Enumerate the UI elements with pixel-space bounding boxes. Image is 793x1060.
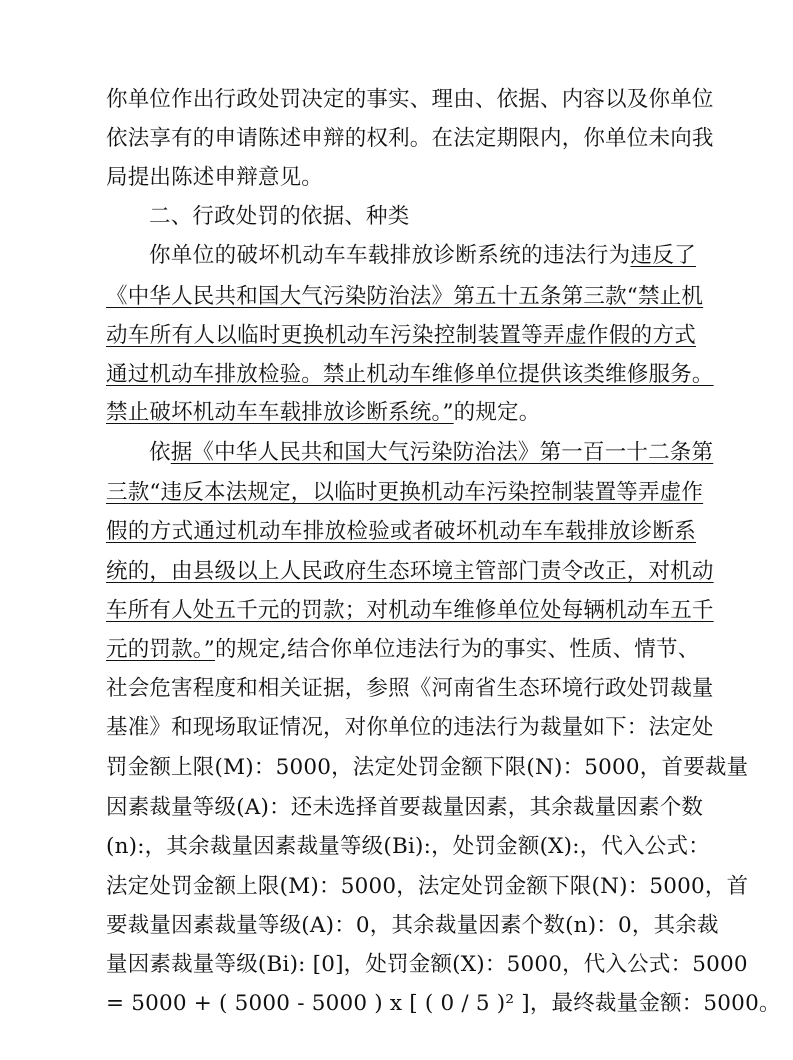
text-line	[106, 630, 700, 670]
text-segment: 要裁量因素裁量等级(A)：0，其余裁量因素个数(n)：0，其余裁	[106, 913, 719, 938]
text-line	[106, 277, 704, 317]
text-segment: 你单位作出行政处罚决定的事实、理由、依据、内容以及你单位	[106, 87, 714, 112]
underlined-text: 据《中华人民共和国大气污染防治法》第一百一十二条第	[170, 440, 714, 465]
text-line	[106, 867, 749, 907]
text-line	[106, 945, 748, 985]
text-line	[106, 473, 704, 513]
text-segment: (n):，其余裁量因素裁量等级(Bi):，处罚金额(X):，代入公式：	[106, 834, 710, 859]
underlined-text: 动车所有人以临时更换机动车污染控制装置等弄虚作假的方式	[106, 323, 696, 348]
text-line	[106, 906, 719, 946]
text-line	[106, 591, 714, 631]
underlined-text: 《中华人民共和国大气污染防治法》第五十五条第三款“禁止机	[106, 284, 704, 309]
text-segment: 的规定。	[453, 400, 541, 425]
text-line	[106, 827, 710, 867]
underlined-text: 车所有人处五千元的罚款；对机动车维修单位处每辆机动车五千	[106, 598, 714, 623]
underlined-text: 违反了	[630, 243, 696, 268]
section-heading	[149, 197, 696, 237]
text-line	[106, 158, 696, 198]
underlined-text: 禁止破坏机动车车载排放诊断系统。”	[106, 400, 454, 425]
text-line	[149, 236, 696, 276]
text-line	[106, 669, 714, 709]
text-segment: 二、行政处罚的依据、种类	[149, 204, 410, 229]
underlined-text: 元的罚款。”	[106, 637, 215, 662]
underlined-text: 通过机动车排放检验。禁止机动车维修单位提供该类维修服务。	[106, 362, 714, 387]
text-line	[106, 552, 714, 592]
text-segment: 量因素裁量等级(Bi): [0]，处罚金额(X)：5000，代入公式：5000	[106, 952, 748, 977]
text-segment: 依	[149, 440, 171, 465]
text-segment: 罚金额上限(M)：5000，法定处罚金额下限(N)：5000，首要裁量	[106, 755, 749, 780]
text-segment: = 5000 + ( 5000 - 5000 ) x [ ( 0 / 5 )² ]，最终裁量金额：5000。	[106, 991, 781, 1016]
text-segment: 法定处罚金额上限(M)：5000，法定处罚金额下限(N)：5000，首	[106, 874, 749, 899]
text-line	[106, 355, 714, 395]
text-line	[106, 788, 704, 828]
text-line	[149, 433, 714, 473]
underlined-text: 三款“违反本法规定，以临时更换机动车污染控制装置等弄虚作	[106, 480, 704, 505]
text-segment: 社会危害程度和相关证据，参照《河南省生态环境行政处罚裁量	[106, 676, 714, 701]
text-line	[106, 748, 749, 788]
text-line	[106, 80, 714, 120]
text-segment: 因素裁量等级(A)：还未选择首要裁量因素，其余裁量因素个数	[106, 795, 704, 820]
text-line	[106, 316, 696, 356]
text-segment: 你单位的破坏机动车车载排放诊断系统的违法行为	[149, 243, 631, 268]
text-line	[106, 119, 714, 159]
text-segment: 依法享有的申请陈述申辩的权利。在法定期限内，你单位未向我	[106, 126, 714, 151]
text-line	[106, 512, 696, 552]
text-line	[106, 984, 781, 1024]
text-line	[106, 708, 714, 748]
text-segment: 基准》和现场取证情况，对你单位的违法行为裁量如下：法定处	[106, 715, 714, 740]
text-segment: 局提出陈述申辩意见。	[106, 165, 324, 190]
text-line	[106, 393, 696, 433]
text-segment: 的规定,结合你单位违法行为的事实、性质、情节、	[214, 637, 700, 662]
underlined-text: 假的方式通过机动车排放检验或者破坏机动车车载排放诊断系	[106, 519, 696, 544]
underlined-text: 统的，由县级以上人民政府生态环境主管部门责令改正，对机动	[106, 559, 714, 584]
